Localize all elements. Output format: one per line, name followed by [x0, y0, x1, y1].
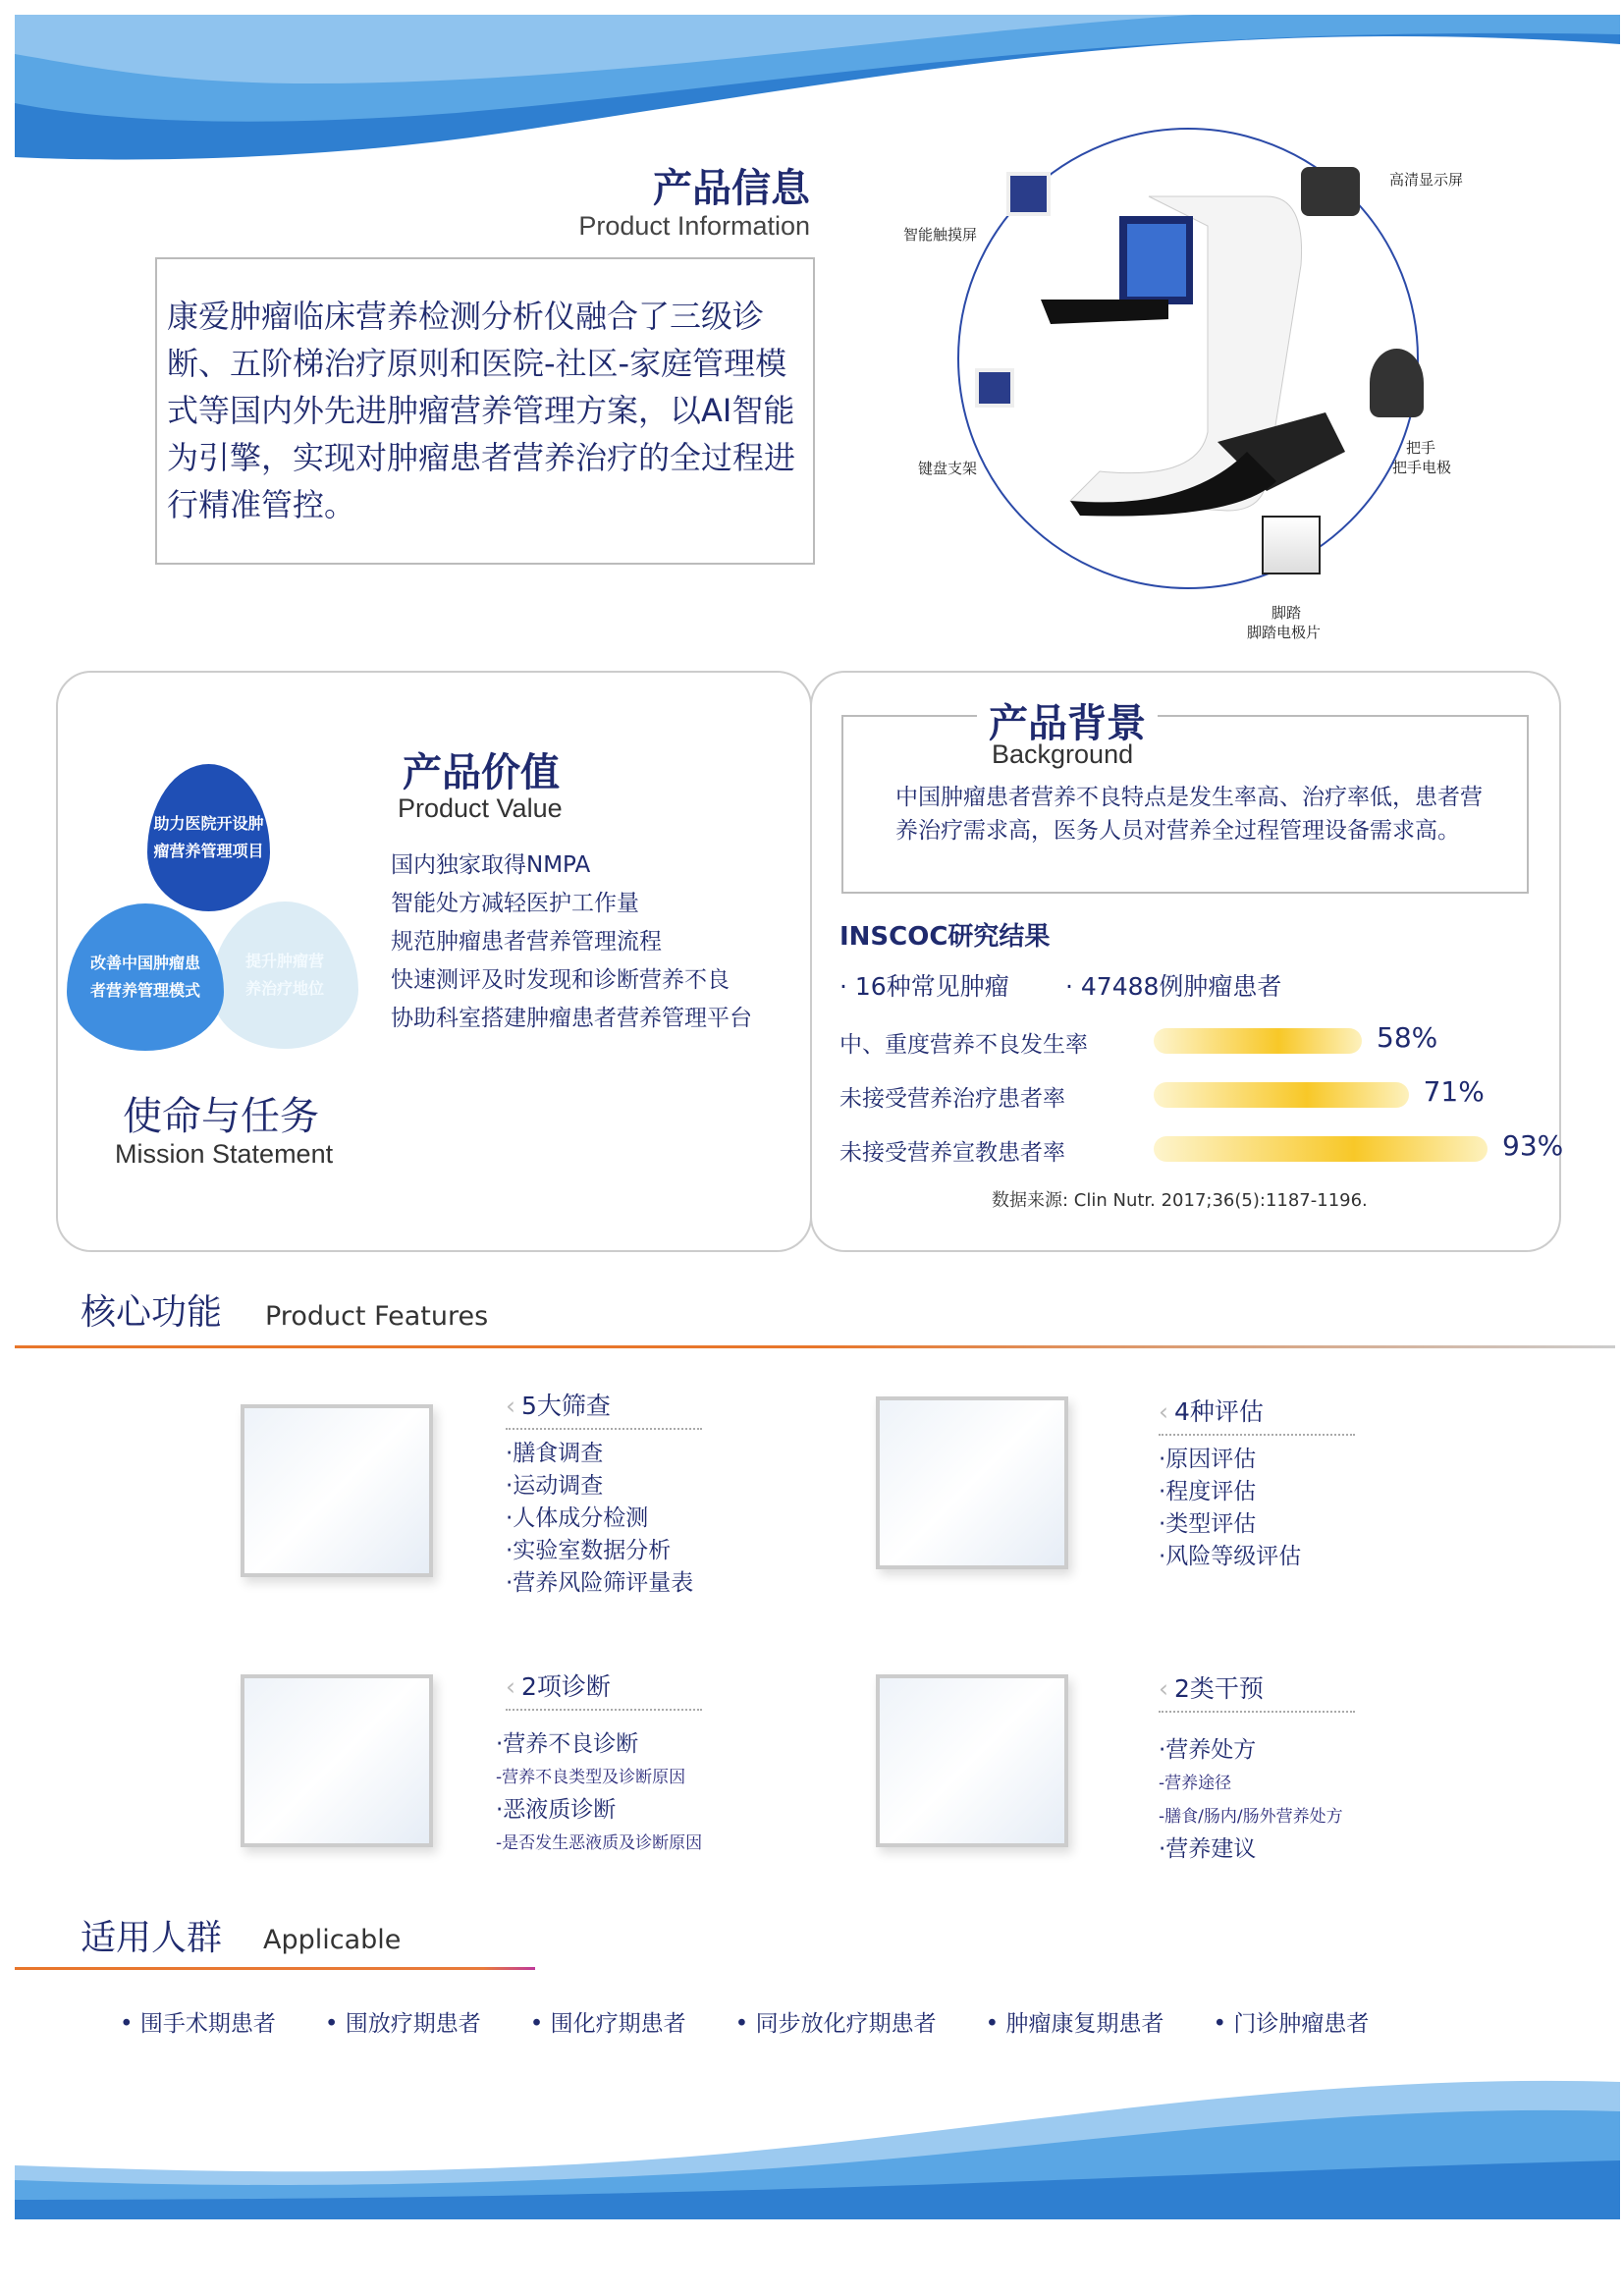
feature-block-diagnosis: [496, 1667, 702, 1860]
applicable-item: [735, 2005, 937, 2038]
feature-item: ·实验室数据分析: [506, 1538, 672, 1563]
feature-item: ·程度评估: [1159, 1479, 1257, 1504]
feature-item: ·恶液质诊断: [496, 1797, 617, 1823]
product-value-subtitle: Product Value: [398, 793, 563, 823]
feature-block-intervention: [1159, 1669, 1355, 1866]
feature-title-text: 4种评估: [1174, 1397, 1264, 1426]
stat-label: 未接受营养宣教患者率: [839, 1140, 1065, 1166]
foot-pedal-thumb: [1262, 516, 1321, 574]
label-touch-screen: 智能触摸屏: [903, 226, 978, 244]
stat-value: 58%: [1377, 1021, 1438, 1054]
bubble-improve-model: 改善中国肿瘤患者营养管理模式: [67, 903, 224, 1051]
feature-block-assessment: [1159, 1393, 1355, 1573]
stat-bar: [1154, 1028, 1362, 1054]
bullet-icon: •: [120, 2011, 140, 2037]
label-keyboard-stand: 键盘支架: [918, 460, 978, 477]
feature-item: -是否发生恶液质及诊断原因: [496, 1833, 703, 1853]
product-description: 康爱肿瘤临床营养检测分析仪融合了三级诊断、五阶梯治疗原则和医院-社区-家庭管理模式等国内外先进肿瘤营养管理方案，以AI智能为引擎，实现对肿瘤患者营养治疗的全过程进行精准管控。: [155, 257, 815, 565]
feature-item: ·人体成分检测: [506, 1505, 649, 1531]
feature-item: ·运动调查: [506, 1473, 604, 1499]
bullet-icon: •: [324, 2011, 346, 2037]
feature-image-intervention: [876, 1674, 1068, 1847]
applicable-item: [120, 2005, 276, 2038]
applicable-item: [325, 2005, 481, 2038]
fact-tumor-types: 16种常见肿瘤: [854, 972, 1009, 1001]
stat-bar: [1154, 1136, 1488, 1162]
feature-item: ·营养风险筛评量表: [506, 1570, 694, 1596]
stat-value: 93%: [1502, 1129, 1564, 1162]
chevron-left-icon: ‹: [506, 1672, 515, 1701]
feature-item: ·营养处方: [1159, 1737, 1257, 1763]
bullet-icon: •: [529, 2011, 551, 2037]
product-value-list: [391, 847, 752, 1038]
device-illustration: [1041, 187, 1345, 520]
background-subtitle: Background: [992, 739, 1134, 769]
feature-block-screening: [506, 1387, 702, 1600]
feature-items: [496, 1728, 702, 1860]
value-item: 智能处方减轻医护工作量: [391, 891, 639, 916]
mission-title: 使命与任务: [123, 1094, 319, 1139]
feature-item: ·原因评估: [1159, 1447, 1257, 1472]
study-title: INSCOC研究结果: [839, 922, 1051, 952]
feature-items: [1159, 1444, 1355, 1573]
feature-item: ·营养不良诊断: [496, 1731, 639, 1757]
feature-title: [1159, 1669, 1355, 1713]
applicable-subtitle: Applicable: [263, 1925, 402, 1955]
applicable-item-label: 同步放化疗期患者: [755, 2011, 937, 2037]
fact-patient-count: 47488例肿瘤患者: [1080, 972, 1282, 1001]
feature-title-text: 2类干预: [1174, 1674, 1264, 1703]
feature-title-text: 2项诊断: [521, 1672, 611, 1701]
feature-item: ·膳食调查: [506, 1441, 604, 1466]
applicable-item-label: 肿瘤康复期患者: [1005, 2011, 1164, 2037]
footer-wave-decoration: [15, 2072, 1620, 2219]
applicable-item-label: 围化疗期患者: [550, 2011, 686, 2037]
chevron-left-icon: ‹: [1159, 1397, 1168, 1426]
features-divider: [15, 1345, 1615, 1348]
chevron-left-icon: ‹: [506, 1392, 515, 1420]
feature-item: ·营养建议: [1159, 1836, 1257, 1862]
applicable-item: [530, 2005, 686, 2038]
bullet-icon: •: [985, 2011, 1006, 2037]
label-handle-electrode: 把手电极: [1392, 459, 1452, 476]
applicable-item-label: 门诊肿瘤患者: [1233, 2011, 1370, 2037]
feature-item: ·类型评估: [1159, 1511, 1257, 1537]
label-handle: 把手: [1406, 439, 1436, 457]
feature-title: [1159, 1393, 1355, 1436]
applicable-item: [986, 2005, 1164, 2038]
study-fact: · 47488例肿瘤患者: [1065, 972, 1282, 1001]
features-subtitle: Product Features: [265, 1301, 489, 1332]
header-wave-decoration: [15, 15, 1620, 162]
feature-item: -膳食/肠内/肠外营养处方: [1159, 1807, 1343, 1827]
keyboard-stand-thumb: [975, 368, 1014, 408]
background-text: 中国肿瘤患者营养不良特点是发生率高、治疗率低，患者营养治疗需求高，医务人员对营养全过程管理设备需求高。: [895, 785, 1483, 844]
hd-display-thumb: [1301, 167, 1360, 216]
bubble-raise-status: 提升肿瘤营养治疗地位: [211, 902, 358, 1049]
stat-label: 未接受营养治疗患者率: [839, 1086, 1065, 1112]
handle-thumb: [1370, 349, 1424, 417]
feature-item: -营养不良类型及诊断原因: [496, 1768, 686, 1787]
chevron-left-icon: ‹: [1159, 1674, 1168, 1703]
applicable-title: 适用人群: [81, 1918, 223, 1958]
value-item: 规范肿瘤患者营养管理流程: [391, 929, 662, 955]
product-info-title: 产品信息: [653, 166, 810, 211]
value-item: 国内独家取得NMPA: [391, 852, 591, 878]
value-item: 快速测评及时发现和诊断营养不良: [391, 967, 730, 993]
data-source: 数据来源: Clin Nutr. 2017;36(5):1187-1196.: [992, 1190, 1368, 1211]
feature-image-screening: [241, 1404, 433, 1577]
stat-value: 71%: [1423, 1075, 1485, 1108]
feature-title-text: 5大筛查: [521, 1392, 611, 1420]
bullet-icon: •: [734, 2011, 756, 2037]
label-pedal-electrode: 脚踏电极片: [1247, 624, 1322, 641]
feature-image-diagnosis: [241, 1674, 433, 1847]
features-title: 核心功能: [81, 1292, 223, 1333]
applicable-item-label: 围放疗期患者: [345, 2011, 481, 2037]
study-fact: · 16种常见肿瘤: [839, 972, 1009, 1001]
product-value-title: 产品价值: [403, 750, 560, 795]
touch-screen-thumb: [1006, 172, 1051, 216]
feature-items: [1159, 1734, 1355, 1866]
feature-item: -营养途径: [1159, 1774, 1232, 1793]
feature-item: ·风险等级评估: [1159, 1544, 1302, 1569]
label-hd-display: 高清显示屏: [1389, 171, 1464, 189]
feature-image-assessment: [876, 1396, 1068, 1569]
bullet-icon: •: [1213, 2011, 1234, 2037]
stat-bar: [1154, 1082, 1409, 1108]
mission-subtitle: Mission Statement: [115, 1139, 334, 1169]
bubble-hospital-project: 助力医院开设肿瘤营养管理项目: [147, 764, 270, 911]
stat-label: 中、重度营养不良发生率: [839, 1032, 1088, 1058]
feature-items: [506, 1438, 702, 1600]
feature-title: [506, 1667, 702, 1711]
applicable-divider: [15, 1967, 535, 1970]
feature-title: [506, 1387, 702, 1430]
label-pedal: 脚踏: [1271, 604, 1302, 622]
applicable-item: [1213, 2005, 1369, 2038]
value-item: 协助科室搭建肿瘤患者营养管理平台: [391, 1006, 752, 1031]
applicable-list: [120, 2005, 1418, 2038]
applicable-item-label: 围手术期患者: [139, 2011, 276, 2037]
background-title: 产品背景: [977, 692, 1158, 748]
product-info-subtitle: Product Information: [578, 211, 810, 241]
